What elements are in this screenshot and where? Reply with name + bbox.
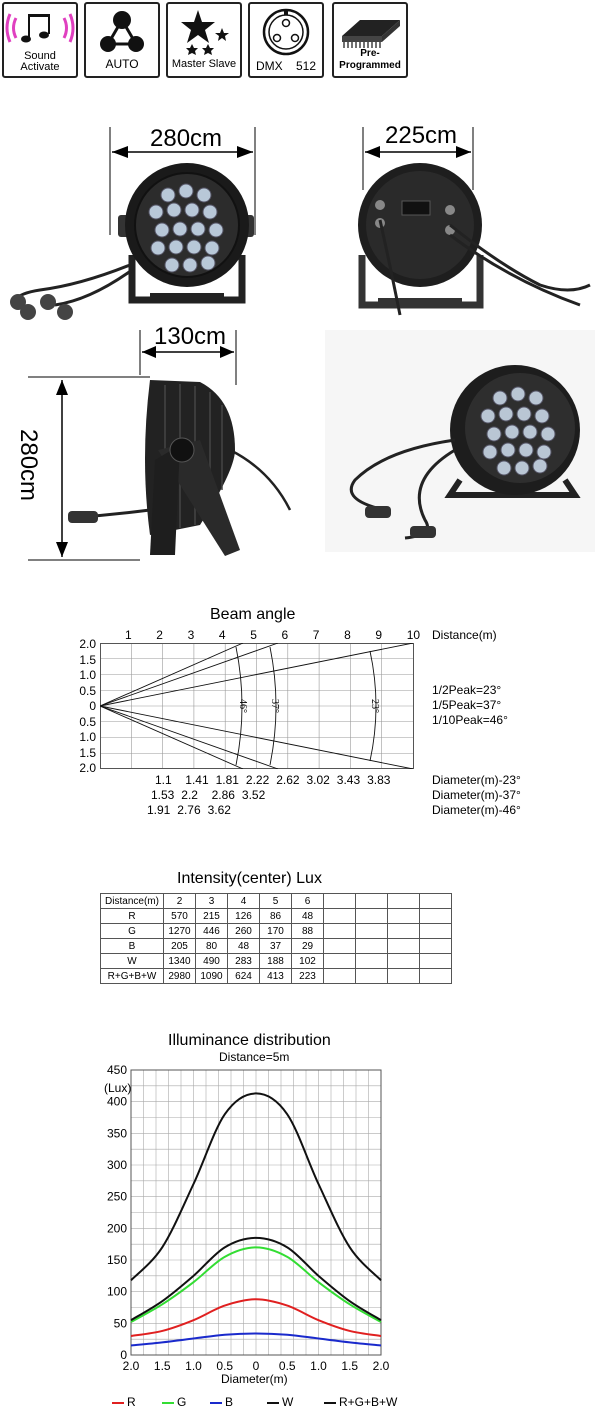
distance-tick: 1 [125, 628, 132, 642]
table-cell: R [101, 909, 164, 924]
diameter-value: 1.41 [185, 773, 209, 787]
table-cell: 170 [260, 924, 292, 939]
diameter-value: 2.62 [276, 773, 300, 787]
feature-label: Master Slave [171, 58, 237, 70]
master-slave-feature [166, 2, 242, 78]
illuminance-subtitle: Distance=5m [219, 1050, 290, 1064]
diameter-row-label: Diameter(m)-23° [432, 773, 521, 787]
y-tick-label: 50 [113, 1316, 127, 1331]
beam-y-tick: 0.5 [79, 683, 96, 698]
table-cell: 4 [228, 894, 260, 909]
table-cell: 29 [292, 939, 324, 954]
y-tick-label: 100 [106, 1284, 127, 1299]
diameter-value: 3.52 [241, 788, 266, 802]
table-cell: 188 [260, 954, 292, 969]
intensity-title: Intensity(center) Lux [177, 870, 322, 887]
table-cell: 1090 [196, 969, 228, 984]
diameter-value: 2.76 [177, 803, 201, 817]
table-cell: 2 [164, 894, 196, 909]
table-cell [324, 894, 356, 909]
diameter-value: 3.83 [367, 773, 391, 787]
beam-y-tick: 0.5 [79, 714, 96, 729]
beam-y-tick: 2.0 [79, 637, 96, 651]
table-cell: 48 [228, 939, 260, 954]
legend-swatch [324, 1402, 336, 1404]
table-cell [420, 939, 452, 954]
distance-tick: 6 [281, 628, 289, 642]
pre-programmed-feature [332, 2, 408, 78]
master-slave-icon [168, 6, 240, 60]
table-cell: W [101, 954, 164, 969]
x-tick-label: 2.0 [372, 1359, 390, 1373]
table-row [101, 909, 452, 924]
table-cell [324, 954, 356, 969]
table-cell [324, 924, 356, 939]
y-tick-label: 0 [120, 1348, 127, 1362]
diameter-row-label: Diameter(m)-37° [432, 788, 521, 802]
table-cell: 126 [228, 909, 260, 924]
table-row [101, 954, 452, 969]
table-cell [356, 909, 388, 924]
diameter-value: 2.86 [211, 788, 235, 802]
distance-tick: 4 [218, 628, 226, 642]
distance-tick: 5 [250, 628, 257, 642]
table-cell: R+G+B+W [101, 969, 164, 984]
peak-23: 1/2Peak=23° [432, 683, 502, 697]
y-tick-label: 150 [106, 1253, 127, 1267]
table-cell [356, 894, 388, 909]
x-tick-label: 2.0 [122, 1359, 140, 1373]
beam-y-tick: 1.5 [79, 745, 96, 760]
y-tick-label: 300 [106, 1158, 127, 1172]
table-cell [388, 939, 420, 954]
legend-label: R+G+B+W [339, 1395, 398, 1409]
feature-label: AUTO [105, 57, 139, 71]
table-cell: 88 [292, 924, 324, 939]
legend-swatch [210, 1402, 222, 1404]
table-row [101, 924, 452, 939]
diameter-value: 3.02 [306, 773, 330, 787]
distance-tick: 9 [375, 628, 383, 642]
table-cell: 570 [164, 909, 196, 924]
beam-y-tick: 2.0 [79, 761, 96, 775]
angle-mark-23: 23° [369, 699, 380, 713]
distance-axis-label: Distance(m) [432, 628, 497, 642]
table-cell: B [101, 939, 164, 954]
table-cell [388, 909, 420, 924]
table-cell [324, 909, 356, 924]
table-cell [356, 954, 388, 969]
table-cell: 205 [164, 939, 196, 954]
legend-swatch [162, 1402, 174, 1404]
auto-feature [84, 2, 160, 78]
table-cell: 80 [196, 939, 228, 954]
table-cell [324, 969, 356, 984]
table-cell: 223 [292, 969, 324, 984]
table-cell [388, 969, 420, 984]
y-tick-label: 350 [106, 1126, 127, 1141]
table-cell [356, 939, 388, 954]
front-width-label: 280cm [150, 125, 223, 152]
diameter-value: 1.1 [155, 773, 172, 787]
beam-y-tick: 0 [89, 699, 96, 713]
feature-label: DMX 512 [255, 59, 317, 73]
peak-37: 1/5Peak=37° [432, 698, 502, 712]
illuminance-chart [98, 1060, 398, 1400]
peak-46: 1/10Peak=46° [432, 713, 508, 727]
rear-width-label: 225cm [385, 122, 458, 149]
x-axis-label: Diameter(m) [221, 1372, 288, 1386]
legend-label: B [225, 1395, 234, 1409]
diameter-value: 2.22 [245, 773, 270, 787]
table-cell [356, 924, 388, 939]
x-tick-label: 1.0 [310, 1359, 327, 1373]
beam-angle-title: Beam angle [210, 606, 296, 623]
intensity-table [100, 893, 452, 984]
beam-y-tick: 1.0 [79, 730, 96, 744]
diameter-value: 2.2 [181, 788, 198, 802]
y-tick-label: 250 [106, 1189, 127, 1204]
distance-tick: 3 [187, 628, 195, 642]
table-cell: G [101, 924, 164, 939]
table-cell: Distance(m) [101, 894, 164, 909]
table-cell [388, 894, 420, 909]
table-cell [420, 894, 452, 909]
legend-label: R [127, 1395, 136, 1409]
y-axis-unit: (Lux) [104, 1081, 132, 1095]
angle-mark-37: 37° [269, 699, 280, 713]
diameter-row-label: Diameter(m)-46° [432, 803, 521, 817]
y-tick-label: 400 [106, 1094, 127, 1109]
x-tick-label: 0.5 [278, 1359, 296, 1373]
y-tick-label: 450 [106, 1063, 127, 1077]
table-cell: 1340 [164, 954, 196, 969]
beam-angle-diagram [100, 643, 414, 769]
sound-activate-feature [2, 2, 78, 78]
table-cell: 215 [196, 909, 228, 924]
beam-y-tick: 1.5 [79, 652, 96, 667]
table-cell: 86 [260, 909, 292, 924]
sound-activate-icon [4, 6, 76, 56]
table-cell: 490 [196, 954, 228, 969]
distance-tick: 10 [406, 628, 421, 642]
table-cell [420, 954, 452, 969]
dmx-512-feature [248, 2, 324, 78]
illuminance-title: Illuminance distribution [168, 1032, 331, 1049]
diameter-value: 1.91 [147, 803, 171, 817]
table-cell [388, 954, 420, 969]
feature-label: Sound Activate [20, 50, 60, 73]
side-depth-label: 130cm [154, 323, 227, 350]
table-cell: 2980 [164, 969, 196, 984]
auto-icon [86, 6, 158, 60]
table-cell: 446 [196, 924, 228, 939]
legend-swatch [267, 1402, 279, 1404]
angled-view-photo [325, 330, 595, 552]
table-cell: 1270 [164, 924, 196, 939]
table-cell [388, 924, 420, 939]
diameter-value: 3.62 [207, 803, 231, 817]
table-row [101, 969, 452, 984]
y-tick-label: 200 [106, 1221, 127, 1236]
table-cell: 283 [228, 954, 260, 969]
legend-label: G [177, 1395, 187, 1409]
angle-mark-46: 46° [237, 699, 248, 713]
diameter-value: 1.53 [151, 788, 175, 802]
table-cell: 3 [196, 894, 228, 909]
x-tick-label: 0.5 [216, 1359, 234, 1373]
x-tick-label: 1.0 [185, 1359, 202, 1373]
legend-label: W [282, 1395, 294, 1409]
table-cell: 413 [260, 969, 292, 984]
table-cell [324, 939, 356, 954]
table-cell [420, 969, 452, 984]
table-cell: 624 [228, 969, 260, 984]
table-row [101, 894, 452, 909]
distance-tick: 8 [344, 628, 351, 642]
diameter-value: 3.43 [336, 773, 361, 787]
x-tick-label: 1.5 [341, 1359, 359, 1373]
table-row [101, 939, 452, 954]
table-cell: 37 [260, 939, 292, 954]
table-cell: 260 [228, 924, 260, 939]
front-view-photo [0, 115, 290, 330]
table-cell: 6 [292, 894, 324, 909]
table-cell: 48 [292, 909, 324, 924]
distance-tick: 2 [156, 628, 163, 642]
table-cell [356, 969, 388, 984]
x-tick-label: 1.5 [153, 1359, 171, 1373]
diameter-value: 1.81 [215, 773, 239, 787]
side-height-label: 280cm [15, 429, 42, 502]
side-view-photo [0, 320, 300, 570]
dmx-512-icon [250, 6, 322, 60]
table-cell [420, 924, 452, 939]
table-cell [420, 909, 452, 924]
table-cell: 102 [292, 954, 324, 969]
table-cell: 5 [260, 894, 292, 909]
feature-label: Pre-Programmed [339, 48, 401, 71]
x-tick-label: 0 [252, 1359, 260, 1373]
beam-y-tick: 1.0 [79, 668, 96, 682]
distance-tick: 7 [312, 628, 320, 642]
legend-swatch [112, 1402, 124, 1404]
